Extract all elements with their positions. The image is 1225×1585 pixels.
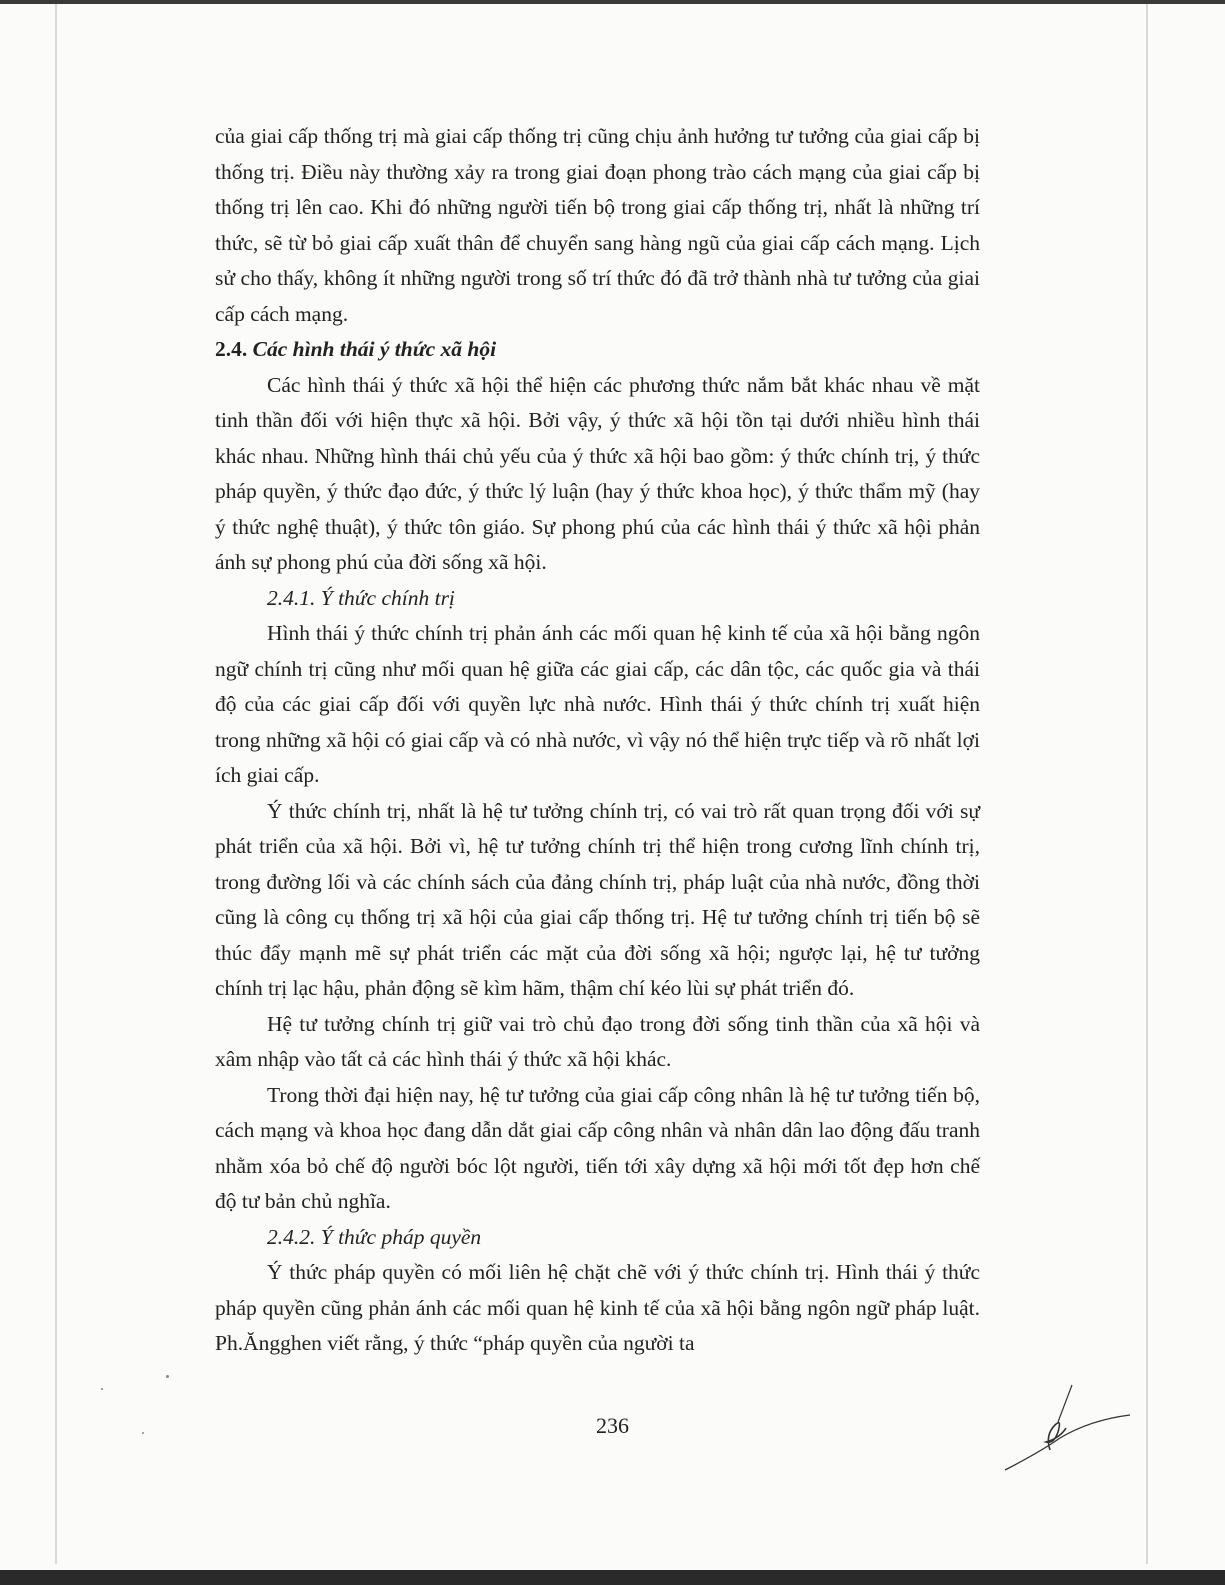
section-number: 2.4.: [215, 337, 248, 361]
scan-speck: [101, 1388, 103, 1390]
right-page-edge: [1146, 4, 1148, 1564]
subsection-heading-1: 2.4.1. Ý thức chính trị: [267, 585, 455, 610]
paragraph: Trong thời đại hiện nay, hệ tư tưởng của giai cấp công nhân là hệ tư tưởng tiến bộ, cách mạng và khoa học đang dẫn dắt giai cấp công nhân và nhân dân lao động đấu tranh nhằm xóa bỏ chế độ người bóc lột người, tiến tới xây dựng xã hội mới tốt đẹp hơn chế độ tư bản chủ nghĩa.: [215, 1082, 980, 1213]
section-paragraph: Các hình thái ý thức xã hội thể hiện các phương thức nắm bắt khác nhau về mặt tinh thần đối với hiện thực xã hội. Bởi vậy, ý thức xã hội tồn tại dưới nhiều hình thái khác nhau. Những hình thái chủ yếu của ý thức xã hội bao gồm: ý thức chính trị, ý thức pháp quyền, ý thức đạo đức, ý thức lý luận (hay ý thức khoa học), ý thức thẩm mỹ (hay ý thức nghệ thuật), ý thức tôn giáo. Sự phong phú của các hình thái ý thức xã hội phản ánh sự phong phú của đời sống xã hội.: [215, 372, 980, 574]
bottom-scan-border: [0, 1570, 1225, 1585]
left-page-edge: [55, 4, 57, 1564]
paragraph: Hình thái ý thức chính trị phản ánh các mối quan hệ kinh tế của xã hội bằng ngôn ngữ chính trị cũng như mối quan hệ giữa các giai cấp, các dân tộc, các quốc gia và thái độ của các giai cấp đối với quyền lực nhà nước. Hình thái ý thức chính trị xuất hiện trong những xã hội có giai cấp và có nhà nước, vì vậy nó thể hiện trực tiếp và rõ nhất lợi ích giai cấp.: [215, 621, 980, 787]
scan-speck: [142, 1432, 144, 1434]
paragraph: Ý thức chính trị, nhất là hệ tư tưởng chính trị, có vai trò rất quan trọng đối với sự phát triển của xã hội. Bởi vì, hệ tư tưởng chính trị thể hiện trong cương lĩnh chính trị, trong đường lối và các chính sách của đảng chính trị, pháp luật của nhà nước, đồng thời cũng là công cụ thống trị xã hội của giai cấp thống trị. Hệ tư tưởng chính trị tiến bộ sẽ thúc đẩy mạnh mẽ sự phát triển các mặt của đời sống xã hội; ngược lại, hệ tư tưởng chính trị lạc hậu, phản động sẽ kìm hãm, thậm chí kéo lùi sự phát triển đó.: [215, 798, 980, 1000]
page-number: 236: [596, 1413, 629, 1438]
subsection-heading-2: 2.4.2. Ý thức pháp quyền: [267, 1224, 482, 1249]
top-scan-border: [0, 0, 1225, 4]
page-body: [215, 119, 980, 1362]
paragraph-continuation: của giai cấp thống trị mà giai cấp thống trị cũng chịu ảnh hưởng tư tưởng của giai cấp bị thống trị. Điều này thường xảy ra trong giai đoạn phong trào cách mạng của giai cấp bị thống trị lên cao. Khi đó những người tiến bộ trong giai cấp thống trị, nhất là những trí thức, sẽ từ bỏ giai cấp xuất thân để chuyển sang hàng ngũ của giai cấp cách mạng. Lịch sử cho thấy, không ít những người trong số trí thức đó đã trở thành nhà tư tưởng của giai cấp cách mạng.: [215, 124, 980, 326]
scan-speck: [166, 1375, 169, 1378]
section-title: Các hình thái ý thức xã hội: [252, 337, 497, 361]
handwritten-signature-icon: [1000, 1380, 1140, 1480]
paragraph: Hệ tư tưởng chính trị giữ vai trò chủ đạo trong đời sống tinh thần của xã hội và xâm nhập vào tất cả các hình thái ý thức xã hội khác.: [215, 1011, 980, 1071]
paragraph: Ý thức pháp quyền có mối liên hệ chặt chẽ với ý thức chính trị. Hình thái ý thức pháp quyền cũng phản ánh các mối quan hệ kinh tế của xã hội bằng ngôn ngữ pháp luật. Ph.Ăngghen viết rằng, ý thức “pháp quyền của người ta: [215, 1260, 980, 1355]
section-heading: [215, 332, 980, 368]
